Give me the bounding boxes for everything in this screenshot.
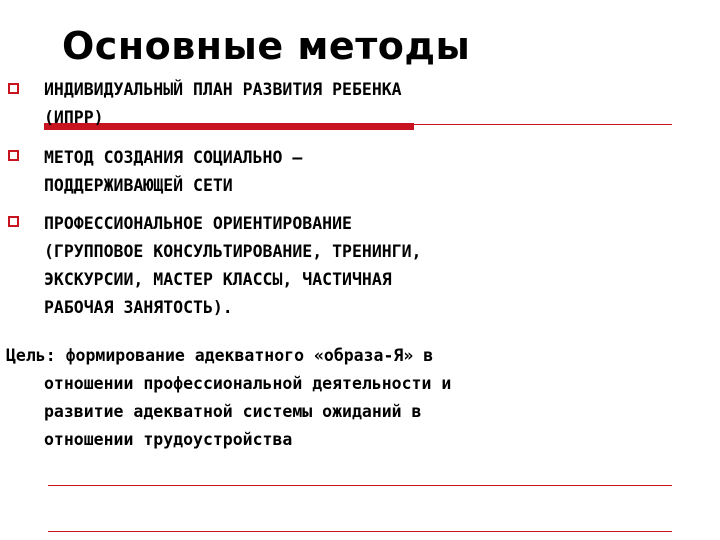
bullet-line: ПРОФЕССИОНАЛЬНОЕ ОРИЕНТИРОВАНИЕ (44, 214, 352, 233)
bullet-line: ЭКСКУРСИИ, МАСТЕР КЛАССЫ, ЧАСТИЧНАЯ (44, 270, 392, 289)
bullet-item-career-guidance (44, 210, 422, 322)
bullet-item-social-network (44, 144, 302, 200)
footer-rule (48, 531, 672, 532)
bullet-line: (ИПРР) (44, 108, 104, 127)
bullet-item-ipr (44, 76, 402, 132)
hollow-square-icon (8, 83, 19, 94)
goal-line: развитие адекватной системы ожиданий в (44, 402, 422, 421)
bullet-line: (ГРУППОВОЕ КОНСУЛЬТИРОВАНИЕ, ТРЕНИНГИ, (44, 242, 422, 261)
hollow-square-icon (8, 216, 19, 227)
slide-title: Основные методы (62, 24, 471, 68)
bullet-line: РАБОЧАЯ ЗАНЯТОСТЬ). (44, 298, 233, 317)
hollow-square-icon (8, 150, 19, 161)
goal-line: отношении профессиональной деятельности и (44, 374, 452, 393)
goal-paragraph (6, 342, 451, 454)
goal-line: Цель: формирование адекватного «образа-Я» в (6, 346, 434, 365)
bullet-line: МЕТОД СОЗДАНИЯ СОЦИАЛЬНО – (44, 148, 303, 167)
bullet-line: ПОДДЕРЖИВАЮЩЕЙ СЕТИ (44, 176, 233, 195)
bullet-line: ИНДИВИДУАЛЬНЫЙ ПЛАН РАЗВИТИЯ РЕБЕНКА (44, 80, 402, 99)
footer-rule (48, 485, 672, 486)
goal-line: отношении трудоустройства (44, 430, 293, 449)
